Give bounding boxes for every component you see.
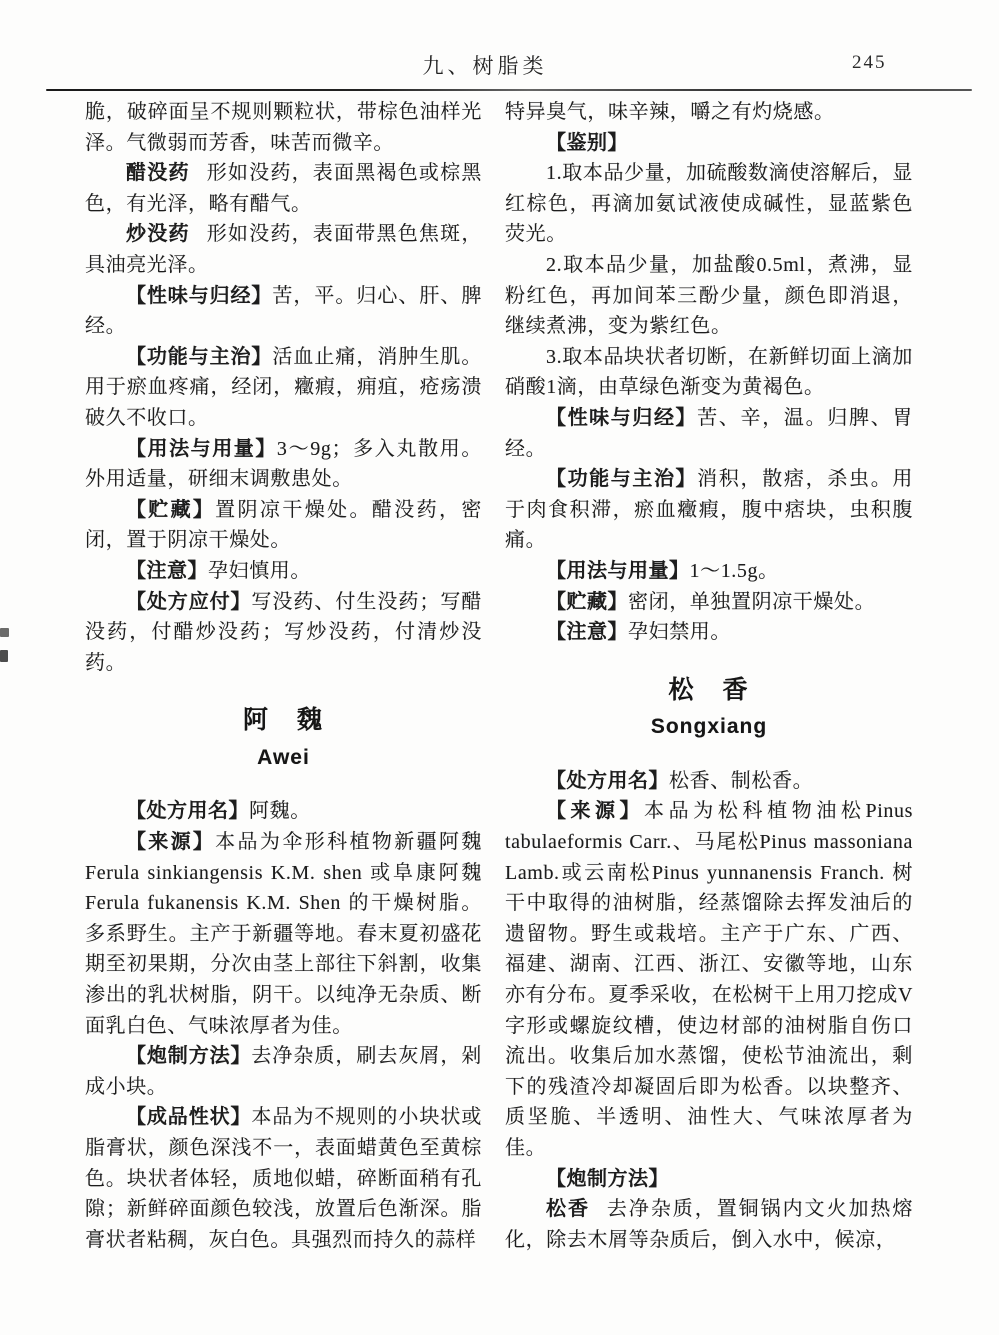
paragraph: 【用法与用量】3～9g；多入丸散用。外用适量，研细末调敷患处。 [85, 437, 482, 491]
field-label: 【用法与用量】 [546, 559, 690, 582]
entry-title: 阿 魏 [242, 706, 324, 735]
paragraph: 【来源】本品为伞形科植物新疆阿魏Ferula sinkiangensis K.M. shen 或阜康阿魏Ferula fukanensis K.M. Shen 的干燥树脂。多系野生。主产于新疆等地。春末夏初盛花期至初果期，分次由茎上部往下斜割，收集渗出的乳状树脂，阴干。以纯净无杂质、断面乳白色、气味浓厚者为佳。 [85, 831, 483, 1037]
field-label: 【功能与主治】 [126, 345, 273, 368]
right-text-column [505, 97, 913, 1255]
chapter-title: 九、树脂类 [422, 54, 548, 78]
field-label: 【注意】 [546, 621, 628, 644]
entry-heading [505, 675, 913, 743]
field-label: 【性味与归经】 [126, 284, 273, 307]
field-label: 【鉴别】 [546, 131, 628, 154]
scan-artifact [0, 628, 9, 637]
field-label: 【炮制方法】 [546, 1167, 669, 1190]
paragraph: 松香 去净杂质，置铜锅内文火加热熔化，除去木屑等杂质后，倒入水中，候凉， [505, 1198, 913, 1251]
field-label: 【处方应付】 [126, 590, 252, 613]
field-label: 【贮藏】 [126, 498, 216, 521]
paragraph: 1.取本品少量，加硫酸数滴使溶解后，显红棕色，再滴加氨试液使成碱性，显蓝紫色荧光。 [505, 162, 913, 246]
paragraph: 【功能与主治】活血止痛，消肿生肌。用于瘀血疼痛，经闭，癥瘕，痈疽，疮疡溃破久不收口。 [85, 345, 482, 429]
field-label: 【处方用名】 [546, 769, 669, 792]
field-label: 【性味与归经】 [546, 406, 698, 429]
page-number: 245 [852, 52, 887, 73]
paragraph: 【处方用名】松香、制松香。 [546, 769, 814, 792]
paragraph: 【贮藏】置阴凉干燥处。醋没药，密闭，置于阴凉干燥处。 [85, 498, 483, 552]
field-label: 【来源】 [546, 800, 645, 823]
paragraph: 【注意】孕妇禁用。 [546, 621, 731, 644]
paragraph: 【成品性状】本品为不规则的小块状或脂膏状，颜色深浅不一，表面蜡黄色至黄棕色。块状者体轻，质地似蜡，碎断面稍有孔隙；新鲜碎面颜色较浅，放置后色渐深。脂膏状者粘稠，灰白色。具强烈而持久的蒜样 [85, 1106, 483, 1251]
field-label: 【贮藏】 [546, 590, 628, 613]
entry-pinyin: Songxiang [650, 715, 768, 739]
paragraph: 【性味与归经】苦，平。归心、肝、脾经。 [85, 284, 482, 338]
paragraph: 【来源】本品为松科植物油松Pinus tabulaeformis Carr.、马尾松Pinus massoniana Lamb.或云南松Pinus yunnanensis Franch. 树干中取得的油树脂，经蒸馏除去挥发油后的遗留物。野生或栽培。主产于广东、广西、福建、湖南、江西、浙江、安徽等地，山东亦有分布。夏季采收，在松树干上用刀挖成V字形或螺旋纹槽，使边材部的油树脂自伤口流出。收集后加水蒸馏，使松节油流出，剩下的残渣冷却凝固后即为松香。以块整齐、质坚脆、半透明、油性大、气味浓厚者为佳。 [505, 800, 913, 1159]
paragraph: 脆，破碎面呈不规则颗粒状，带棕色油样光泽。气微弱而芳香，味苦而微辛。 [85, 101, 482, 154]
left-text-column [85, 97, 482, 1255]
field-label: 【功能与主治】 [546, 468, 698, 491]
field-label: 【来源】 [126, 831, 216, 854]
paragraph: 醋没药 形如没药，表面黑褐色或棕黑色，有光泽，略有醋气。 [85, 162, 482, 215]
paragraph: 特异臭气，味辛辣，嚼之有灼烧感。 [505, 101, 835, 123]
paragraph: 【贮藏】密闭，单独置阴凉干燥处。 [546, 590, 876, 613]
sub-item-name: 松香 [546, 1198, 590, 1221]
header-rule [46, 89, 972, 91]
paragraph: 3.取本品块状者切断，在新鲜切面上滴加硝酸1滴，由草绿色渐变为黄褐色。 [505, 345, 913, 399]
entry-heading [85, 705, 482, 773]
scan-artifact [0, 650, 8, 662]
paragraph [505, 128, 913, 159]
field-label: 【处方用名】 [126, 800, 249, 823]
sub-item-name: 炒没药 [126, 223, 190, 246]
paragraph: 【处方应付】写没药、付生没药；写醋没药，付醋炒没药；写炒没药，付清炒没药。 [85, 590, 483, 674]
paragraph: 2.取本品少量，加盐酸0.5ml，煮沸，显粉红色，再加间苯三酚少量，颜色即消退，继续煮沸，变为紫红色。 [505, 253, 913, 338]
paragraph: 【注意】孕妇慎用。 [126, 559, 311, 582]
paragraph: 炒没药 形如没药，表面带黑色焦斑，具油亮光泽。 [85, 223, 482, 276]
entry-pinyin: Awei [257, 745, 310, 769]
sub-item-name: 醋没药 [126, 162, 190, 185]
field-label: 【注意】 [126, 559, 208, 582]
entry-title: 松 香 [668, 675, 750, 704]
paragraph: 【用法与用量】1～1.5g。 [546, 559, 779, 582]
field-label: 【成品性状】 [126, 1106, 252, 1129]
paragraph: 【处方用名】阿魏。 [126, 800, 311, 823]
paragraph: 【性味与归经】苦、辛，温。归脾、胃经。 [505, 406, 913, 460]
field-label: 【用法与用量】 [126, 437, 277, 460]
paragraph [505, 1164, 913, 1195]
field-label: 【炮制方法】 [126, 1045, 252, 1068]
paragraph: 【炮制方法】去净杂质，刷去灰屑，剁成小块。 [85, 1045, 483, 1098]
paragraph: 【功能与主治】消积，散痞，杀虫。用于肉食积滞，瘀血癥瘕，腹中痞块，虫积腹痛。 [505, 468, 913, 552]
